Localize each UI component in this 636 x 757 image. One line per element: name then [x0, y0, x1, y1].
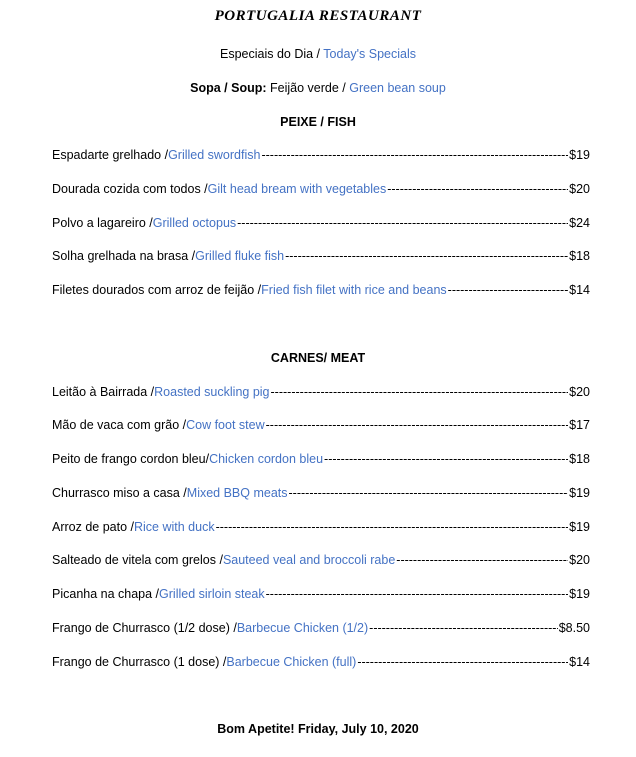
leader-dots	[289, 486, 569, 500]
item-price: $20	[569, 385, 590, 399]
leader-dots	[261, 148, 568, 162]
menu-item	[52, 385, 590, 399]
item-price: $18	[569, 249, 590, 263]
menu-item	[52, 452, 590, 466]
item-price: $17	[569, 418, 590, 432]
item-pt: Frango de Churrasco (1/2 dose) /	[52, 621, 237, 635]
meat-heading: CARNES/ MEAT	[270, 351, 366, 365]
soup-en: Green bean soup	[349, 81, 446, 95]
item-en: Sauteed veal and broccoli rabe	[222, 553, 396, 567]
item-price: $19	[569, 148, 590, 162]
menu-item	[52, 621, 590, 635]
item-en: Chicken cordon bleu	[209, 452, 324, 466]
item-pt: Peito de frango cordon bleu/	[52, 452, 210, 466]
item-en: Gilt head bream with vegetables	[207, 182, 387, 196]
item-price: $19	[569, 486, 590, 500]
leader-dots	[271, 385, 569, 399]
menu-item	[52, 249, 590, 263]
item-price: $14	[569, 283, 590, 297]
item-pt: Polvo a lagareiro /	[52, 216, 153, 230]
item-pt: Mão de vaca com grão /	[52, 418, 187, 432]
item-price: $20	[569, 182, 590, 196]
item-pt: Frango de Churrasco (1 dose) /	[52, 655, 227, 669]
menu-item	[52, 182, 590, 196]
item-pt: Dourada cozida com todos /	[52, 182, 208, 196]
menu-item	[52, 216, 590, 230]
soup-pt: Feijão verde /	[270, 81, 346, 95]
leader-dots	[324, 452, 568, 466]
item-price: $8.50	[558, 621, 590, 635]
leader-dots	[266, 418, 569, 432]
specials-heading	[0, 47, 636, 61]
leader-dots	[216, 520, 569, 534]
leader-dots	[448, 283, 568, 297]
item-pt: Solha grelhada na brasa /	[52, 249, 196, 263]
item-en: Grilled sirloin steak	[159, 587, 265, 601]
menu-item	[52, 587, 590, 601]
leader-dots	[369, 621, 558, 635]
menu-item	[52, 418, 590, 432]
item-pt: Espadarte grelhado /	[52, 148, 169, 162]
item-pt: Arroz de pato /	[52, 520, 134, 534]
leader-dots	[357, 655, 568, 669]
item-price: $20	[569, 553, 590, 567]
specials-pt: Especiais do Dia /	[219, 47, 321, 61]
menu-item	[52, 520, 590, 534]
menu-item	[52, 148, 590, 162]
item-price: $19	[569, 520, 590, 534]
specials-en: Today's Specials	[323, 47, 417, 61]
leader-dots	[387, 182, 568, 196]
item-pt: Salteado de vitela com grelos /	[52, 553, 223, 567]
menu-item	[52, 486, 590, 500]
item-en: Mixed BBQ meats	[186, 486, 288, 500]
menu-item	[52, 553, 590, 567]
leader-dots	[396, 553, 568, 567]
item-price: $24	[569, 216, 590, 230]
item-en: Barbecue Chicken (1/2)	[236, 621, 369, 635]
fish-heading: PEIXE / FISH	[280, 115, 356, 129]
footer-date: Bom Apetite! Friday, July 10, 2020	[217, 722, 419, 736]
item-price: $18	[569, 452, 590, 466]
item-en: Roasted suckling pig	[154, 385, 270, 399]
item-en: Grilled swordfish	[168, 148, 261, 162]
item-en: Grilled fluke fish	[195, 249, 285, 263]
soup-label: Sopa / Soup:	[190, 81, 267, 95]
item-en: Fried fish filet with rice and beans	[261, 283, 447, 297]
soup-line	[0, 81, 636, 95]
item-price: $14	[569, 655, 590, 669]
item-price: $19	[569, 587, 590, 601]
item-en: Barbecue Chicken (full)	[226, 655, 357, 669]
item-pt: Leitão à Bairrada /	[52, 385, 155, 399]
leader-dots	[285, 249, 568, 263]
item-en: Grilled octopus	[152, 216, 237, 230]
item-en: Cow foot stew	[186, 418, 265, 432]
menu-item	[52, 283, 590, 297]
restaurant-title: PORTUGALIA RESTAURANT	[214, 8, 422, 24]
leader-dots	[237, 216, 568, 230]
menu-item	[52, 655, 590, 669]
item-pt: Churrasco miso a casa /	[52, 486, 187, 500]
item-pt: Filetes dourados com arroz de feijão /	[52, 283, 262, 297]
leader-dots	[266, 587, 569, 601]
item-pt: Picanha na chapa /	[52, 587, 160, 601]
item-en: Rice with duck	[134, 520, 215, 534]
